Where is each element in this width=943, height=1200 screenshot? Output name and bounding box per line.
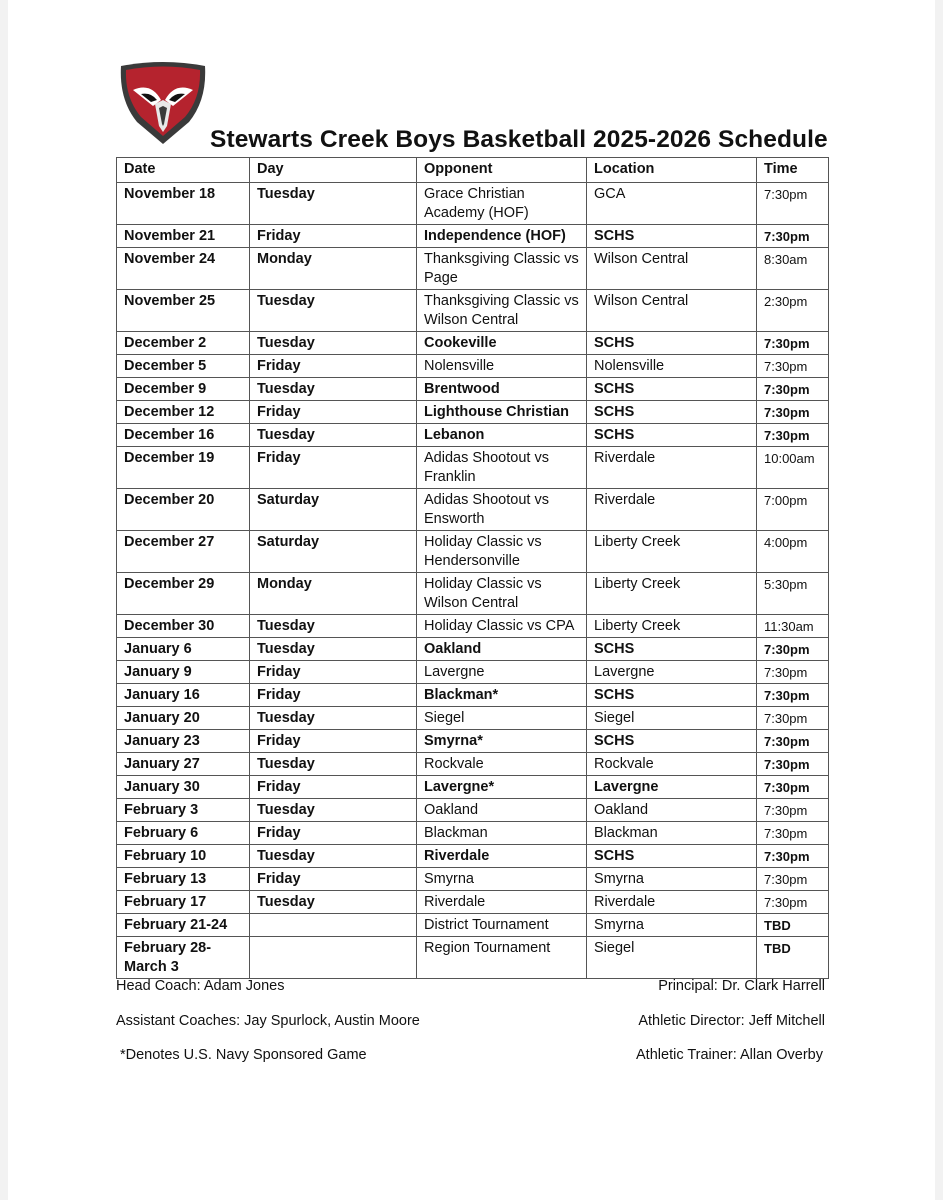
day-cell: Tuesday: [250, 799, 417, 822]
day-cell: Tuesday: [250, 638, 417, 661]
date-cell: February 3: [117, 799, 250, 822]
opponent-cell: Oakland: [417, 638, 587, 661]
time-cell: 7:30pm: [757, 401, 829, 424]
opponent-cell: Brentwood: [417, 378, 587, 401]
red-hawk-logo-icon: [117, 60, 209, 145]
opponent-cell: Region Tournament: [417, 937, 587, 979]
table-row: [117, 730, 829, 753]
date-cell: February 10: [117, 845, 250, 868]
time-cell: 7:30pm: [757, 225, 829, 248]
location-cell: Wilson Central: [587, 290, 757, 332]
location-cell: Liberty Creek: [587, 615, 757, 638]
time-cell: 7:30pm: [757, 822, 829, 845]
opponent-cell: Rockvale: [417, 753, 587, 776]
table-row: [117, 638, 829, 661]
opponent-cell: Lavergne*: [417, 776, 587, 799]
header-date: Date: [117, 158, 250, 183]
date-cell: February 17: [117, 891, 250, 914]
table-row: [117, 183, 829, 225]
time-cell: 7:30pm: [757, 424, 829, 447]
location-cell: Smyrna: [587, 868, 757, 891]
date-cell: February 13: [117, 868, 250, 891]
time-cell: 7:30pm: [757, 638, 829, 661]
time-cell: 7:30pm: [757, 799, 829, 822]
day-cell: Tuesday: [250, 290, 417, 332]
date-cell: January 6: [117, 638, 250, 661]
header-time: Time: [757, 158, 829, 183]
date-cell: December 20: [117, 489, 250, 531]
day-cell: Tuesday: [250, 753, 417, 776]
day-cell: Friday: [250, 401, 417, 424]
head-coach: Head Coach: Adam Jones: [116, 978, 285, 994]
location-cell: Nolensville: [587, 355, 757, 378]
location-cell: Blackman: [587, 822, 757, 845]
location-cell: SCHS: [587, 332, 757, 355]
day-cell: Tuesday: [250, 707, 417, 730]
date-cell: November 18: [117, 183, 250, 225]
table-row: [117, 424, 829, 447]
time-cell: 7:30pm: [757, 661, 829, 684]
table-row: [117, 225, 829, 248]
date-cell: January 9: [117, 661, 250, 684]
opponent-cell: Riverdale: [417, 891, 587, 914]
time-cell: 4:00pm: [757, 531, 829, 573]
opponent-cell: Cookeville: [417, 332, 587, 355]
opponent-cell: Siegel: [417, 707, 587, 730]
opponent-cell: District Tournament: [417, 914, 587, 937]
date-cell: January 16: [117, 684, 250, 707]
table-row: [117, 776, 829, 799]
date-cell: November 21: [117, 225, 250, 248]
opponent-cell: Smyrna*: [417, 730, 587, 753]
location-cell: SCHS: [587, 845, 757, 868]
time-cell: 5:30pm: [757, 573, 829, 615]
day-cell: Friday: [250, 684, 417, 707]
location-cell: Smyrna: [587, 914, 757, 937]
opponent-cell: Lavergne: [417, 661, 587, 684]
day-cell: [250, 914, 417, 937]
opponent-cell: Holiday Classic vs Wilson Central: [417, 573, 587, 615]
opponent-cell: Adidas Shootout vs Ensworth: [417, 489, 587, 531]
location-cell: SCHS: [587, 638, 757, 661]
time-cell: 7:30pm: [757, 891, 829, 914]
table-row: [117, 355, 829, 378]
day-cell: Friday: [250, 447, 417, 489]
location-cell: SCHS: [587, 401, 757, 424]
day-cell: Tuesday: [250, 424, 417, 447]
time-cell: 7:30pm: [757, 378, 829, 401]
location-cell: Rockvale: [587, 753, 757, 776]
assistant-coaches: Assistant Coaches: Jay Spurlock, Austin Moore: [116, 1013, 420, 1029]
time-cell: 7:30pm: [757, 776, 829, 799]
location-cell: Siegel: [587, 937, 757, 979]
date-cell: December 30: [117, 615, 250, 638]
day-cell: Saturday: [250, 489, 417, 531]
location-cell: GCA: [587, 183, 757, 225]
date-cell: December 27: [117, 531, 250, 573]
header-opponent: Opponent: [417, 158, 587, 183]
time-cell: 7:30pm: [757, 332, 829, 355]
table-row: [117, 845, 829, 868]
time-cell: 7:30pm: [757, 753, 829, 776]
day-cell: Friday: [250, 661, 417, 684]
opponent-cell: Nolensville: [417, 355, 587, 378]
location-cell: SCHS: [587, 424, 757, 447]
date-cell: December 29: [117, 573, 250, 615]
time-cell: 2:30pm: [757, 290, 829, 332]
table-row: [117, 378, 829, 401]
location-cell: Wilson Central: [587, 248, 757, 290]
header-day: Day: [250, 158, 417, 183]
opponent-cell: Lebanon: [417, 424, 587, 447]
header-location: Location: [587, 158, 757, 183]
day-cell: Tuesday: [250, 332, 417, 355]
time-cell: 11:30am: [757, 615, 829, 638]
opponent-cell: Adidas Shootout vs Franklin: [417, 447, 587, 489]
time-cell: 7:30pm: [757, 684, 829, 707]
table-row: [117, 868, 829, 891]
table-row: [117, 401, 829, 424]
date-cell: January 27: [117, 753, 250, 776]
table-row: [117, 914, 829, 937]
table-header-row: [117, 158, 829, 183]
date-cell: December 12: [117, 401, 250, 424]
opponent-cell: Blackman: [417, 822, 587, 845]
opponent-cell: Riverdale: [417, 845, 587, 868]
opponent-cell: Lighthouse Christian: [417, 401, 587, 424]
day-cell: [250, 937, 417, 979]
location-cell: Liberty Creek: [587, 531, 757, 573]
day-cell: Friday: [250, 730, 417, 753]
location-cell: SCHS: [587, 225, 757, 248]
table-row: [117, 332, 829, 355]
time-cell: 7:30pm: [757, 845, 829, 868]
location-cell: SCHS: [587, 378, 757, 401]
opponent-cell: Holiday Classic vs CPA: [417, 615, 587, 638]
date-cell: February 21-24: [117, 914, 250, 937]
table-row: [117, 937, 829, 979]
day-cell: Tuesday: [250, 615, 417, 638]
day-cell: Saturday: [250, 531, 417, 573]
location-cell: Liberty Creek: [587, 573, 757, 615]
location-cell: Riverdale: [587, 891, 757, 914]
time-cell: TBD: [757, 914, 829, 937]
table-row: [117, 248, 829, 290]
date-cell: December 19: [117, 447, 250, 489]
opponent-cell: Smyrna: [417, 868, 587, 891]
time-cell: 10:00am: [757, 447, 829, 489]
table-row: [117, 290, 829, 332]
date-cell: February 28-March 3: [117, 937, 250, 979]
time-cell: 7:30pm: [757, 730, 829, 753]
time-cell: 7:00pm: [757, 489, 829, 531]
athletic-trainer: Athletic Trainer: Allan Overby: [636, 1047, 823, 1063]
opponent-cell: Oakland: [417, 799, 587, 822]
day-cell: Friday: [250, 225, 417, 248]
location-cell: Lavergne: [587, 661, 757, 684]
opponent-cell: Blackman*: [417, 684, 587, 707]
date-cell: January 30: [117, 776, 250, 799]
location-cell: SCHS: [587, 730, 757, 753]
opponent-cell: Thanksgiving Classic vs Wilson Central: [417, 290, 587, 332]
table-row: [117, 891, 829, 914]
navy-sponsor-note: *Denotes U.S. Navy Sponsored Game: [120, 1047, 367, 1063]
day-cell: Friday: [250, 822, 417, 845]
table-row: [117, 447, 829, 489]
time-cell: 7:30pm: [757, 707, 829, 730]
page-title: Stewarts Creek Boys Basketball 2025-2026 Schedule: [210, 126, 828, 153]
table-row: [117, 707, 829, 730]
day-cell: Friday: [250, 868, 417, 891]
day-cell: Tuesday: [250, 845, 417, 868]
location-cell: Riverdale: [587, 489, 757, 531]
opponent-cell: Thanksgiving Classic vs Page: [417, 248, 587, 290]
principal: Principal: Dr. Clark Harrell: [658, 978, 825, 994]
date-cell: February 6: [117, 822, 250, 845]
time-cell: TBD: [757, 937, 829, 979]
table-row: [117, 615, 829, 638]
time-cell: 7:30pm: [757, 355, 829, 378]
location-cell: SCHS: [587, 684, 757, 707]
date-cell: December 16: [117, 424, 250, 447]
table-row: [117, 822, 829, 845]
athletic-director: Athletic Director: Jeff Mitchell: [638, 1013, 825, 1029]
time-cell: 7:30pm: [757, 183, 829, 225]
date-cell: January 20: [117, 707, 250, 730]
opponent-cell: Grace Christian Academy (HOF): [417, 183, 587, 225]
opponent-cell: Holiday Classic vs Hendersonville: [417, 531, 587, 573]
table-row: [117, 531, 829, 573]
day-cell: Tuesday: [250, 183, 417, 225]
date-cell: November 24: [117, 248, 250, 290]
date-cell: January 23: [117, 730, 250, 753]
table-row: [117, 753, 829, 776]
location-cell: Oakland: [587, 799, 757, 822]
day-cell: Tuesday: [250, 378, 417, 401]
table-row: [117, 573, 829, 615]
location-cell: Riverdale: [587, 447, 757, 489]
location-cell: Lavergne: [587, 776, 757, 799]
day-cell: Monday: [250, 248, 417, 290]
table-row: [117, 799, 829, 822]
table-row: [117, 684, 829, 707]
day-cell: Friday: [250, 355, 417, 378]
date-cell: December 2: [117, 332, 250, 355]
opponent-cell: Independence (HOF): [417, 225, 587, 248]
location-cell: Siegel: [587, 707, 757, 730]
schedule-table: [116, 157, 829, 979]
day-cell: Monday: [250, 573, 417, 615]
day-cell: Friday: [250, 776, 417, 799]
date-cell: December 9: [117, 378, 250, 401]
date-cell: December 5: [117, 355, 250, 378]
table-row: [117, 661, 829, 684]
day-cell: Tuesday: [250, 891, 417, 914]
time-cell: 7:30pm: [757, 868, 829, 891]
time-cell: 8:30am: [757, 248, 829, 290]
table-row: [117, 489, 829, 531]
date-cell: November 25: [117, 290, 250, 332]
